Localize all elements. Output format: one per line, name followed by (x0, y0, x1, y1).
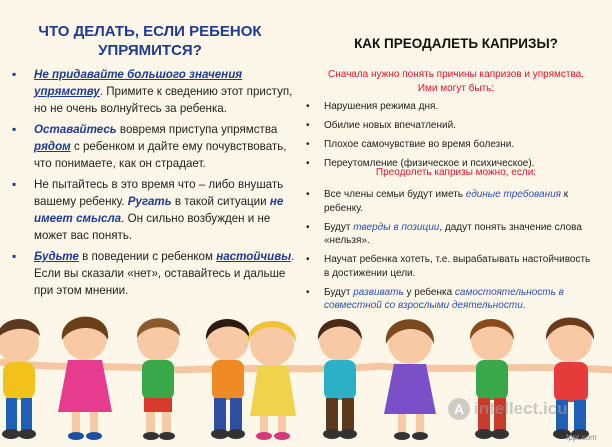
advice-text: . Он сильно возбужден и не может вас понять. (34, 212, 271, 242)
left-advice-item (10, 121, 306, 172)
way-text: Будут (324, 286, 354, 298)
way-item (304, 221, 594, 248)
way-item (304, 253, 594, 280)
ways-intro: Преодолеть капризы можно, если: (375, 167, 537, 178)
left-title (0, 22, 300, 60)
left-title-line2: УПРЯМИТСЯ? (98, 42, 202, 59)
child-figure-4 (206, 319, 250, 439)
way-text: к ребенку. (324, 189, 569, 214)
left-advice-list (10, 66, 306, 303)
way-text: Все члены семьи будут иметь (324, 189, 466, 200)
advice-text: вовремя приступа упрямства (116, 123, 278, 136)
emphasis: развивать (353, 286, 404, 298)
advice-text: . Примите к сведению этот приступ, но не очень волнуйтесь за ребенка. (34, 85, 293, 115)
causes-intro (304, 68, 608, 96)
advice-text: с ребенком и дайте ему почувствовать, что понимаете, как он страдает. (34, 140, 287, 170)
child-figure-2 (58, 316, 112, 440)
bullet-icon: ▪ (12, 122, 17, 136)
way-text: у ребенка (403, 286, 455, 298)
child-figure-3 (137, 318, 180, 440)
advice-text: Не пытайтесь в это время что – либо внушать вашему ребенку. (34, 178, 284, 208)
causes-intro-line2: Ими могут быть: (417, 83, 495, 94)
way-text: . (522, 300, 526, 311)
cause-text: Плохое самочувствие во время болезни. (324, 139, 515, 150)
way-text: , дадут понять значение слова «нельзя». (324, 221, 582, 246)
bullet-icon: • (306, 221, 310, 233)
bullet-icon: • (306, 139, 310, 150)
emphasis: Не придавайте большого значения упрямству (34, 68, 243, 98)
emphasis: Ругать (127, 195, 172, 208)
left-advice-item (10, 248, 306, 299)
cause-text: Обилие новых впечатлений. (324, 120, 456, 131)
way-text: Научат ребенка хотеть, т.е. вырабатывать настойчивость в достижении цели. (324, 254, 591, 279)
children-illustration (0, 300, 612, 447)
left-advice-item (10, 176, 306, 244)
left-advice-item (10, 66, 306, 117)
child-figure-7 (384, 319, 436, 440)
way-text: Будут (324, 221, 354, 233)
cause-item (304, 100, 594, 114)
site-watermark (448, 398, 598, 424)
cause-item (304, 119, 594, 133)
ways-list (304, 188, 594, 318)
bullet-icon: • (306, 101, 310, 112)
causes-intro-line1: Сначала нужно понять причины капризов и упрямства. (327, 69, 585, 80)
emphasis: единые требования (465, 189, 561, 200)
emphasis: не имеет смысла (34, 195, 284, 225)
cause-text: Нарушения режима дня. (324, 101, 439, 112)
right-title: КАК ПРЕОДАЛЕТЬ КАПРИЗЫ? (354, 36, 558, 51)
child-figure-5 (248, 321, 296, 440)
emphasis: настойчивы (216, 250, 292, 263)
emphasis: тверды в позиции (353, 221, 440, 233)
bullet-icon: • (306, 189, 310, 200)
bullet-icon: ▪ (12, 67, 17, 81)
watermark-text: intellect.icu (474, 399, 568, 418)
causes-list (304, 100, 594, 176)
advice-text: в поведении с ребенком (78, 250, 217, 263)
child-figure-6 (318, 319, 362, 439)
advice-text: . Если вы сказали «нет», оставайтесь и дальше при этом мнении. (34, 250, 295, 297)
child-figure-1 (0, 319, 40, 439)
advice-text: в такой ситуации (171, 195, 270, 208)
way-item (304, 188, 594, 215)
bullet-icon: • (306, 286, 310, 298)
emphasis: Будьте (34, 250, 79, 263)
left-title-line1: ЧТО ДЕЛАТЬ, ЕСЛИ РЕБЕНОК (38, 23, 262, 40)
watermark-logo-icon: A (448, 398, 470, 420)
cause-item (304, 138, 594, 152)
cause-text: Переутомление (физическое и психическое). (324, 158, 535, 169)
bullet-icon: • (306, 120, 310, 131)
bullet-icon: ▪ (12, 177, 17, 191)
footnote-credit: fppt.com (566, 433, 597, 442)
emphasis: Оставайтесь (34, 123, 117, 136)
bullet-icon: • (306, 254, 310, 265)
bullet-icon: • (306, 158, 310, 169)
emphasis: самостоятельность в совместной со взрослыми деятельности (324, 286, 564, 311)
bullet-icon: ▪ (12, 249, 17, 263)
emphasis: рядом (34, 140, 71, 153)
